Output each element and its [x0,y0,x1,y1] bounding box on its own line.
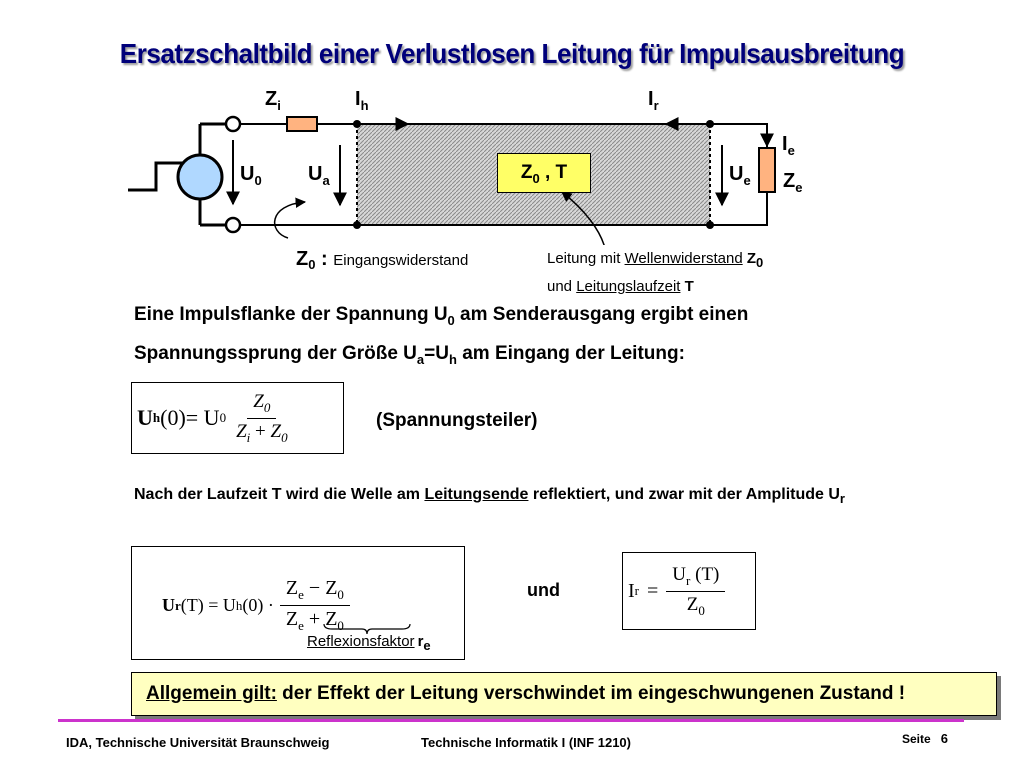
paragraph-intro: Eine Impulsflanke der Spannung $U_0$ am Senderausgang ergibt einen Spannungssprung der Größe $U_a=U_h$ am Eingang der Leitung: [134,304,749,367]
footer-course: Technische Informatik I (INF 1210) [421,735,631,750]
terminal-top [226,117,240,131]
footer-institution: IDA, Technische Universität Braunschweig [66,735,330,750]
circuit-diagram [110,95,810,245]
footer-divider [58,719,964,722]
conclusion-box: Allgemein gilt: der Effekt der Leitung verschwindet im eingeschwungenen Zustand ! [131,672,997,716]
label-ue: $U_e$ [729,163,751,188]
note-input-impedance: $Z_0$ : Eingangswiderstand [296,248,469,273]
formula-reflected-current: I r = $\frac{U_r (T)}{Z_0}$ [622,552,756,630]
resistor-ze [759,148,775,192]
label-u0: $U_0$ [240,163,262,188]
und-label: und [527,580,560,600]
terminal-bottom [226,218,240,232]
paragraph-reflection: Nach der Laufzeit T wird die Welle am Leitungsende reflektiert, und zwar mit der Amplitude $U_r$ [134,486,845,507]
formula-reflection: U r (T) = U h (0) · $\frac{Z_e - Z_0}{Z_e + Z_0}$ Reflexionsfaktor re [131,546,465,660]
label-ir: $I_r$ [648,88,659,113]
label-ua: $U_a$ [308,163,330,188]
brace-label: Reflexionsfaktor re [307,633,431,653]
footer-page: Seite 6 [902,731,948,746]
pointer-eingang [275,202,305,238]
line-parameter-box: $Z_0$ , T [497,153,591,193]
label-ze: $Z_e$ [783,170,803,195]
label-ie: $I_e$ [782,133,795,158]
formula-voltage-divider: U h (0)= U 0 $\frac{Z_0}{Z_i + Z_0}$ [131,382,344,454]
step-symbol [128,163,185,190]
voltage-source [178,155,222,199]
slide-title: Ersatzschaltbild einer Verlustlosen Leitung für Impulsausbreitung [119,38,905,69]
note-line-description: Leitung mit Wellenwiderstand Z0 und Leitungslaufzeit T [547,250,764,295]
label-ih: $I_h$ [355,88,369,113]
formula-note: (Spannungsteiler) [376,410,538,431]
label-zi: $Z_i$ [265,88,281,113]
resistor-zi [287,117,317,131]
